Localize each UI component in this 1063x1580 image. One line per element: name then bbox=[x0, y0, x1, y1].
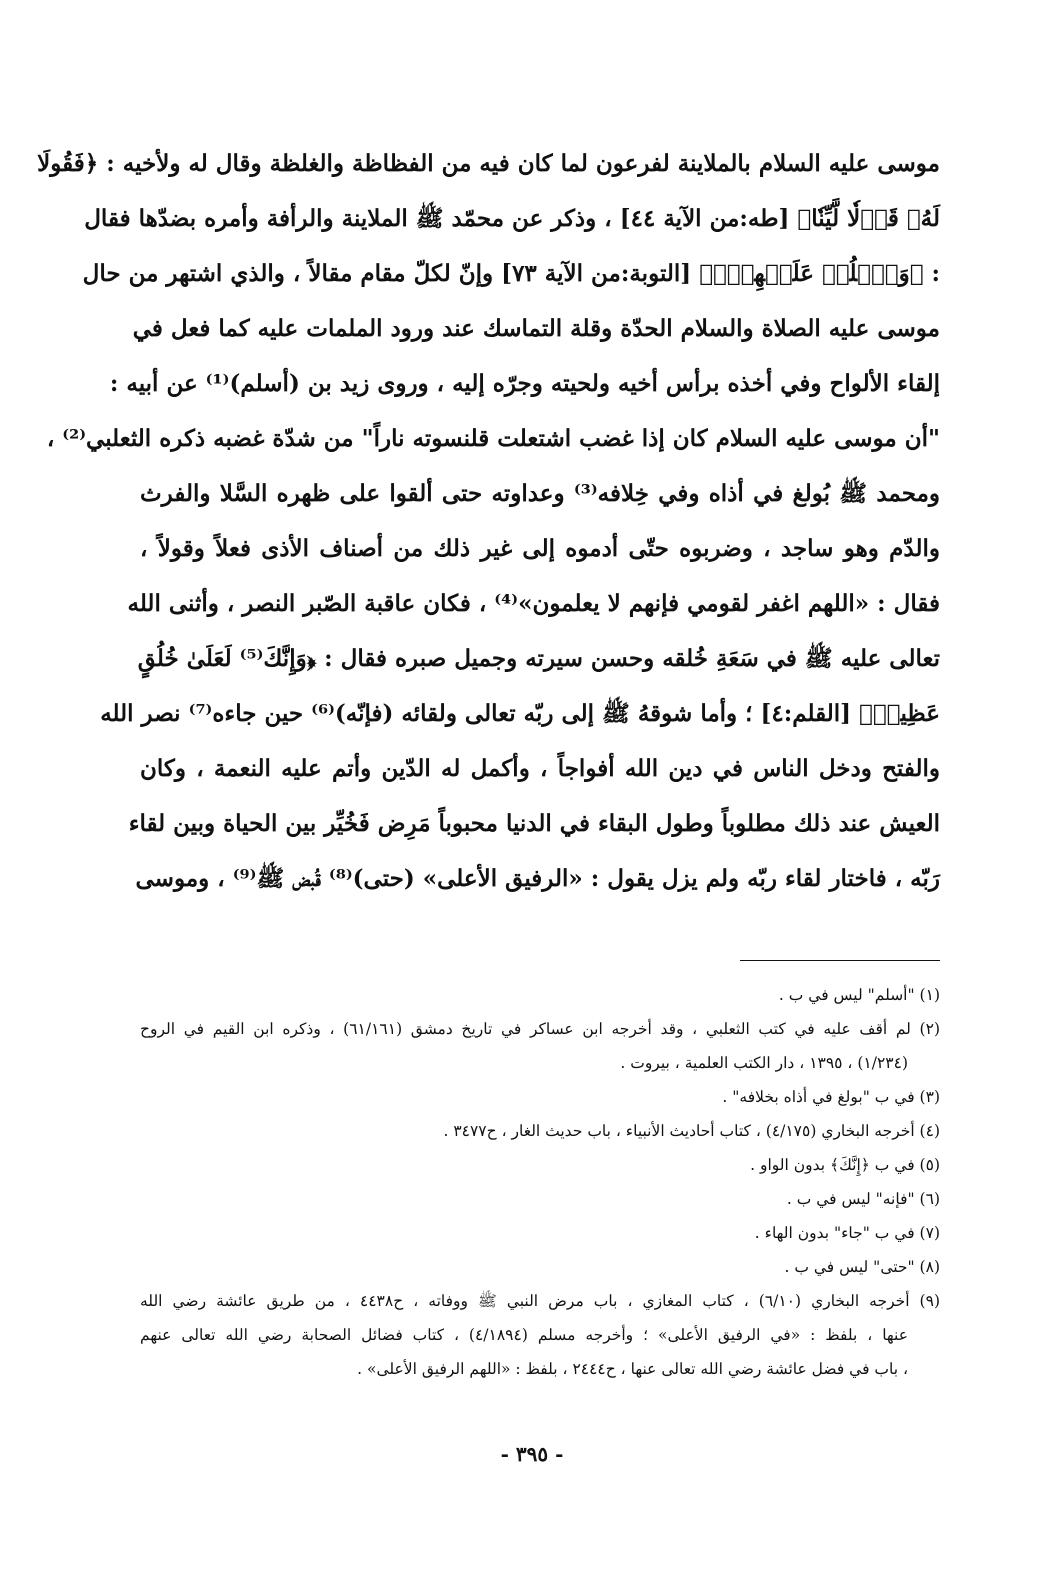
footnote-9-continued: ، باب في فضل عائشة رضي الله تعالى عنها ، ح٢٤٤٤ ، بلفظ : «اللهم الرفيق الأعلى» . bbox=[357, 1360, 908, 1378]
page-number: - ٣٩٥ - bbox=[500, 1442, 564, 1466]
main-text-line: "أن موسى عليه السلام كان إذا غضب اشتعلت قلنسوته ناراً" من شدّة غضبه ذكره الثعلبي⁽²⁾ ، bbox=[46, 425, 940, 452]
main-text-line: : ﴿وَٱغۡلُظۡ عَلَيۡهِمۡۚ﴾ [التوبة:من الآية ٧٣] وإنّ لكلّ مقام مقالاً ، والذي اشتهر من حال bbox=[82, 260, 940, 287]
footnote-2-continued: (١/٢٣٤) ، ١٣٩٥ ، دار الكتب العلمية ، بيروت . bbox=[620, 1054, 908, 1072]
main-text-line: تعالى عليه ﷺ في سَعَةِ خُلقه وحسن سيرته وجميل صبره فقال : ﴿وَإِنَّكَ⁽⁵⁾ لَعَلَىٰ خُلُقٍ bbox=[137, 645, 940, 672]
footnote-6: (٦) "فإنه" ليس في ب . bbox=[786, 1190, 940, 1208]
main-text-line: رَبّه ، فاختار لقاء ربّه ولم يزل يقول : «الرفيق الأعلى» (حتى)⁽⁸⁾ قُبض ﷺ⁽⁹⁾ ، وموسى bbox=[135, 865, 940, 892]
footnotes bbox=[140, 978, 940, 1386]
main-text-line: فقال : «اللهم اغفر لقومي فإنهم لا يعلمون»⁽⁴⁾ ، فكان عاقبة الصّبر النصر ، وأثنى الله bbox=[127, 590, 940, 617]
footnote-9: (٩) أخرجه البخاري (٦/١٠) ، كتاب المغازي ، باب مرض النبي ﷺ ووفاته ، ح٤٤٣٨ ، من طريق عائشة رضي الله bbox=[140, 1292, 940, 1310]
footnote-3: (٣) في ب "بولغ في أذاه بخلافه" . bbox=[722, 1088, 940, 1106]
main-text bbox=[37, 136, 941, 906]
main-text-line: موسى عليه السلام بالملاينة لفرعون لما كان فيه من الفظاظة والغلظة وقال له ولأخيه : ﴿فَقُولَا bbox=[37, 150, 940, 177]
footnote-2: (٢) لم أقف عليه في كتب الثعلبي ، وقد أخرجه ابن عساكر في تاريخ دمشق (٦١/١٦١) ، وذكره ابن القيم في الروح bbox=[140, 1020, 940, 1038]
footnote-1: (١) "أسلم" ليس في ب . bbox=[778, 986, 940, 1004]
main-text-line: إلقاء الألواح وفي أخذه برأس أخيه ولحيته وجرّه إليه ، وروى زيد بن (أسلم)⁽¹⁾ عن أبيه : bbox=[109, 370, 940, 397]
main-text-line: العيش عند ذلك مطلوباً وطول البقاء في الدنيا محبوباً مَرِض فَخُيِّر بين الحياة وبين لقاء bbox=[128, 810, 940, 837]
main-text-line: ومحمد ﷺ بُولغ في أذاه وفي خِلافه⁽³⁾ وعداوته حتى ألقوا على ظهره السَّلا والفرث bbox=[140, 480, 940, 507]
main-text-line: والفتح ودخل الناس في دين الله أفواجاً ، وأكمل له الدّين وأتم عليه النعمة ، وكان bbox=[140, 755, 941, 782]
main-text-line: موسى عليه الصلاة والسلام الحدّة وقلة التماسك عند ورود الملمات عليه كما فعل في bbox=[132, 315, 940, 342]
main-text-line: عَظِيمٖ﴾ [القلم:٤] ؛ وأما شوقهُ ﷺ إلى ربّه تعالى ولقائه (فإنّه)⁽⁶⁾ حين جاءه⁽⁷⁾ نصر الله bbox=[100, 700, 940, 727]
footnote-separator bbox=[740, 960, 940, 961]
main-text-line: والدّم وهو ساجد ، وضربوه حتّى أدموه إلى غير ذلك من أصناف الأذى فعلاً وقولاً ، bbox=[140, 535, 940, 562]
footnote-9-continued: عنها ، بلفظ : «في الرفيق الأعلى» ؛ وأخرجه مسلم (٤/١٨٩٤) ، كتاب فضائل الصحابة رضي الله تعالى عنهم bbox=[140, 1326, 908, 1344]
footnote-5: (٥) في ب ﴿إِنَّكَ﴾ بدون الواو . bbox=[750, 1156, 940, 1174]
footnote-7: (٧) في ب "جاء" بدون الهاء . bbox=[754, 1224, 940, 1242]
footnote-8: (٨) "حتى" ليس في ب . bbox=[784, 1258, 940, 1276]
footnote-4: (٤) أخرجه البخاري (٤/١٧٥) ، كتاب أحاديث الأنبياء ، باب حديث الغار ، ح٣٤٧٧ . bbox=[443, 1122, 940, 1140]
main-text-line: لَهُۥ قَوۡلٗا لَّيِّنٗا﴾ [طه:من الآية ٤٤] ، وذكر عن محمّد ﷺ الملاينة والرأفة وأمره بضدّها فقال bbox=[84, 205, 940, 232]
